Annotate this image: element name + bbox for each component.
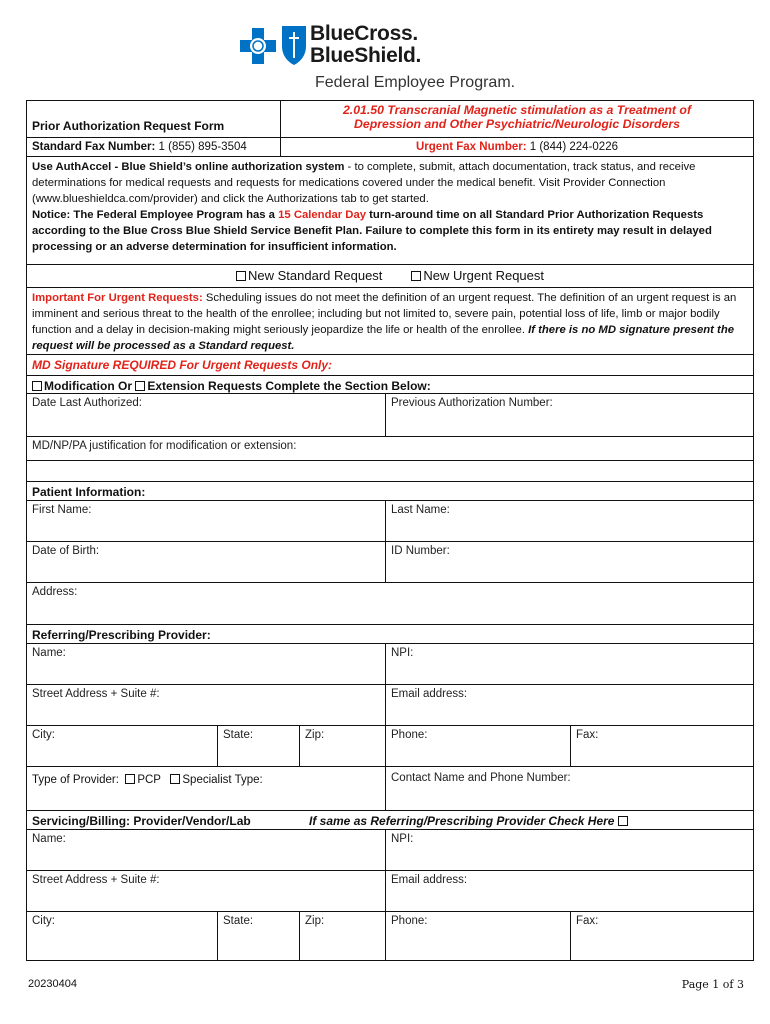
blue-cross-icon [240, 28, 276, 64]
pcp-label: PCP [137, 774, 161, 786]
urgent-fax-cell [280, 137, 754, 157]
urgent-fax-label: Urgent Fax Number: [416, 141, 527, 153]
ref-email-field[interactable] [385, 684, 754, 726]
previous-auth-number-field[interactable] [385, 393, 754, 437]
urgent-request-label: New Urgent Request [423, 268, 544, 283]
standard-request-label: New Standard Request [248, 268, 383, 283]
bcbs-logo [240, 20, 540, 95]
previous-auth-number-label: Previous Authorization Number: [391, 397, 553, 409]
dob-field[interactable] [26, 541, 386, 583]
standard-fax-cell [26, 137, 281, 157]
specialist-label: Specialist Type: [182, 774, 263, 786]
modification-heading-b: Extension Requests Complete the Section Below: [147, 379, 431, 393]
svc-email-field[interactable] [385, 870, 754, 912]
svc-street-label: Street Address + Suite #: [32, 874, 160, 886]
address-field[interactable] [26, 582, 754, 625]
first-name-field[interactable] [26, 500, 386, 542]
ref-state-field[interactable] [217, 725, 300, 767]
date-last-authorized-label: Date Last Authorized: [32, 397, 142, 409]
svc-zip-label: Zip: [305, 915, 325, 927]
extension-checkbox[interactable] [135, 381, 145, 391]
ref-city-label: City: [32, 729, 55, 741]
ref-fax-field[interactable] [570, 725, 754, 767]
standard-fax-label: Standard Fax Number: [32, 141, 156, 153]
pcp-checkbox[interactable] [125, 774, 135, 784]
notice-pre: Notice: The Federal Employee Program has a [32, 209, 279, 221]
ref-fax-label: Fax: [576, 729, 599, 741]
same-as-checkbox[interactable] [618, 816, 628, 826]
id-number-field[interactable] [385, 541, 754, 583]
ref-street-field[interactable] [26, 684, 386, 726]
ref-zip-label: Zip: [305, 729, 325, 741]
ref-npi-field[interactable] [385, 643, 754, 685]
provider-type-label: Type of Provider: [32, 774, 119, 786]
blue-shield-icon [280, 24, 308, 66]
ref-email-label: Email address: [391, 688, 468, 700]
policy-title-cell [280, 100, 754, 138]
svc-street-field[interactable] [26, 870, 386, 912]
justification-field[interactable] [26, 436, 754, 482]
svc-name-field[interactable] [26, 829, 386, 871]
referring-heading: Referring/Prescribing Provider: [32, 628, 211, 642]
svc-npi-label: NPI: [391, 833, 414, 845]
modification-heading-a: Modification Or [44, 379, 136, 393]
address-label: Address: [32, 586, 78, 598]
authaccel-heading: Use AuthAccel - Blue Shield’s online authorization system [32, 161, 345, 173]
svc-phone-field[interactable] [385, 911, 571, 961]
form-code: 20230404 [28, 978, 77, 990]
standard-request-checkbox[interactable] [236, 271, 246, 281]
modification-checkbox[interactable] [32, 381, 42, 391]
policy-title-1: 2.01.50 Transcranial Magnetic stimulation as a Treatment of [342, 103, 692, 117]
ref-state-label: State: [223, 729, 254, 741]
form-title-cell [26, 100, 281, 138]
ref-zip-field[interactable] [299, 725, 386, 767]
dob-label: Date of Birth: [32, 545, 100, 557]
md-signature-label: MD Signature REQUIRED For Urgent Requests Only: [32, 358, 333, 372]
justification-label: MD/NP/PA justification for modification or extension: [32, 440, 297, 452]
provider-type-field [26, 766, 386, 811]
request-type-cell [26, 264, 754, 288]
notice-days: 15 Calendar Day [278, 209, 367, 221]
last-name-label: Last Name: [391, 504, 450, 516]
md-signature-field[interactable] [26, 354, 754, 376]
ref-street-label: Street Address + Suite #: [32, 688, 160, 700]
policy-title-2: Depression and Other Psychiatric/Neurologic Disorders [354, 117, 680, 131]
svc-name-label: Name: [32, 833, 66, 845]
important-text: Scheduling issues do not meet the definition of an urgent request. The definition of an urgent request is an imminent and serious threat to the health of the enrollee; including but not limited to, severe pain, potential loss of life, limb or major bodily function and a delay in decision-making might seriously jeopardize the life or health of the enrollee. [32, 292, 737, 336]
urgent-request-checkbox[interactable] [411, 271, 421, 281]
ref-name-field[interactable] [26, 643, 386, 685]
urgent-info-cell [26, 287, 754, 355]
servicing-heading-cell [26, 810, 754, 830]
first-name-label: First Name: [32, 504, 92, 516]
svc-city-field[interactable] [26, 911, 218, 961]
authaccel-text: - to complete, submit, attach documentation, track status, and receive determinations for medical requests and requests for medications covered under the medical benefit. Visit Provider Connection (www.blueshieldca.com/provider) and click the Authorizations tab to get started. [32, 161, 696, 205]
referring-heading-cell [26, 624, 754, 644]
notice-post: turn-around time on all Standard Prior Authorization Requests according to the Blue Cross Blue Shield Service Benefit Plan. Failure to complete this form in its entirety may result in delayed processing or an adverse determination for insufficient information. [32, 209, 712, 253]
ref-name-label: Name: [32, 647, 66, 659]
patient-heading: Patient Information: [32, 485, 146, 499]
page-number: Page 1 of 3 [681, 978, 744, 991]
contact-label: Contact Name and Phone Number: [391, 772, 571, 784]
svc-city-label: City: [32, 915, 55, 927]
ref-npi-label: NPI: [391, 647, 414, 659]
ref-city-field[interactable] [26, 725, 218, 767]
program-name: Federal Employee Program. [315, 74, 516, 91]
brand-bluecross: BlueCross. [310, 22, 418, 45]
urgent-fax-value: 1 (844) 224-0226 [529, 141, 618, 153]
ref-phone-field[interactable] [385, 725, 571, 767]
svc-fax-label: Fax: [576, 915, 599, 927]
patient-heading-cell [26, 481, 754, 501]
standard-fax-value: 1 (855) 895-3504 [158, 141, 247, 153]
servicing-heading: Servicing/Billing: Provider/Vendor/Lab [32, 814, 251, 828]
svc-phone-label: Phone: [391, 915, 428, 927]
id-number-label: ID Number: [391, 545, 450, 557]
contact-field[interactable] [385, 766, 754, 811]
svc-npi-field[interactable] [385, 829, 754, 871]
brand-blueshield: BlueShield. [310, 44, 422, 67]
svc-zip-field[interactable] [299, 911, 386, 961]
svc-fax-field[interactable] [570, 911, 754, 961]
svc-state-label: State: [223, 915, 254, 927]
date-last-authorized-field[interactable] [26, 393, 386, 437]
form-title: Prior Authorization Request Form [32, 119, 225, 133]
specialist-checkbox[interactable] [170, 774, 180, 784]
svc-email-label: Email address: [391, 874, 468, 886]
same-as-label: If same as Referring/Prescribing Provider Check Here [309, 814, 615, 828]
important-tail: If there is no MD signature present the request will be processed as a Standard request. [32, 324, 734, 352]
notice-cell [26, 156, 754, 265]
important-label: Important For Urgent Requests: [32, 292, 203, 304]
svc-state-field[interactable] [217, 911, 300, 961]
last-name-field[interactable] [385, 500, 754, 542]
ref-phone-label: Phone: [391, 729, 428, 741]
